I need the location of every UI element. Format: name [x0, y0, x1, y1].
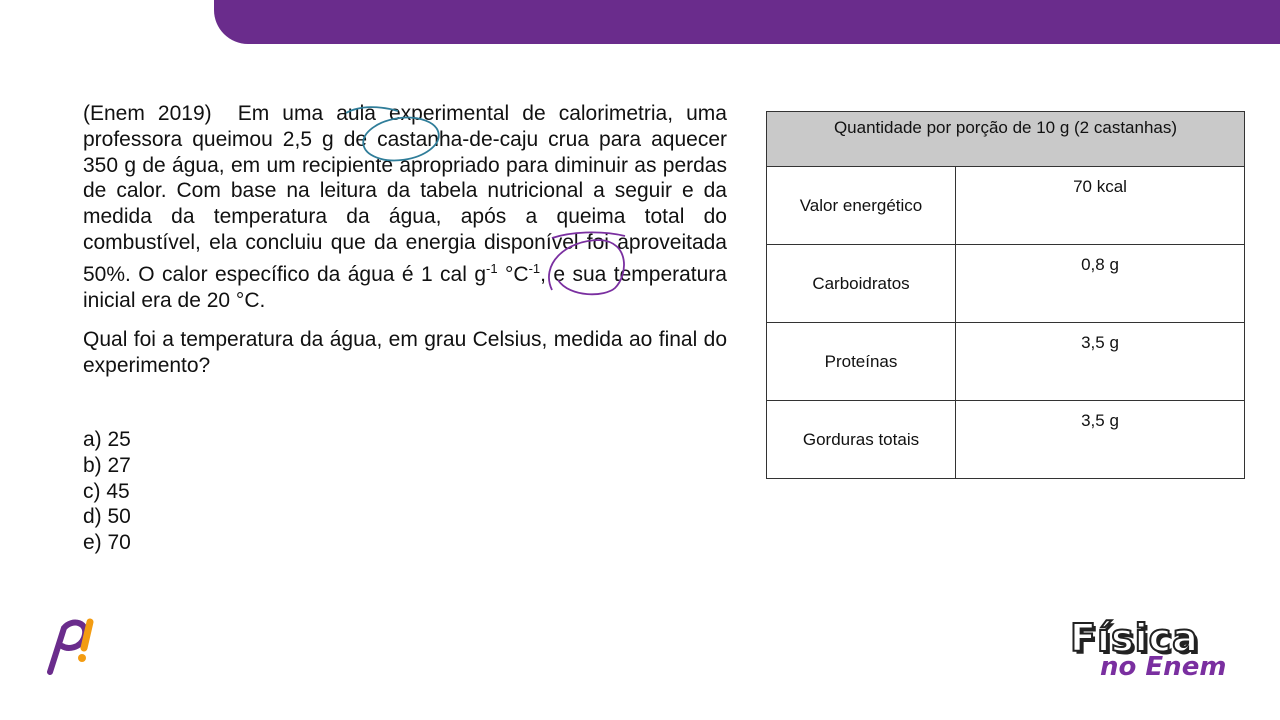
table-header: Quantidade por porção de 10 g (2 castanhas): [767, 112, 1245, 167]
brand-line-2: no Enem: [1100, 652, 1227, 682]
option-c[interactable]: c) 45: [83, 479, 130, 503]
row-value-energia: 70 kcal: [956, 167, 1245, 245]
statement-part-1: Em uma aula experimental de calorimetria, uma professora queimou 2,5 g de castanha-de-caju crua para aquecer 350 g de água, em um recipiente apropriado para diminuir as perdas de calor. Com base na leitura da tabela nutricional a seguir e da medida da temperatura da água, após a queima total do combustível, ela concluiu que da energia disponível foi aproveitada 50%. O calor específico da água é 1 cal g: [83, 102, 727, 286]
question-ask: Qual foi a temperatura da água, em grau Celsius, medida ao final do experimento?: [83, 328, 727, 378]
option-b[interactable]: b) 27: [83, 453, 131, 477]
nutrition-table: [766, 111, 1245, 479]
exponent-1: -1: [486, 260, 498, 276]
question-text: [83, 101, 727, 379]
p-logo-icon: [42, 616, 102, 676]
brand-line-1: Física: [1070, 616, 1199, 660]
table-row: [767, 323, 1245, 401]
table-row: [767, 245, 1245, 323]
question-source: (Enem 2019): [83, 102, 212, 125]
row-value-carboidratos: 0,8 g: [956, 245, 1245, 323]
answer-options: [83, 427, 131, 556]
option-d[interactable]: d) 50: [83, 505, 131, 529]
table-row: [767, 167, 1245, 245]
row-label-energia: Valor energético: [767, 167, 956, 245]
row-value-proteinas: 3,5 g: [956, 323, 1245, 401]
statement-part-2: , e sua temperatura inicial era de 20 °C.: [83, 262, 727, 312]
row-label-proteinas: Proteínas: [767, 323, 956, 401]
top-banner: [214, 0, 1280, 44]
row-label-carboidratos: Carboidratos: [767, 245, 956, 323]
exponent-2: -1: [528, 260, 541, 276]
question-statement: [83, 101, 727, 313]
fisica-no-enem-logo: [1062, 616, 1242, 686]
option-e[interactable]: e) 70: [83, 531, 131, 555]
row-label-gorduras: Gorduras totais: [767, 401, 956, 479]
row-value-gorduras: 3,5 g: [956, 401, 1245, 479]
table-row: [767, 401, 1245, 479]
unit-celsius: °C: [497, 262, 529, 286]
option-a[interactable]: a) 25: [83, 428, 131, 451]
